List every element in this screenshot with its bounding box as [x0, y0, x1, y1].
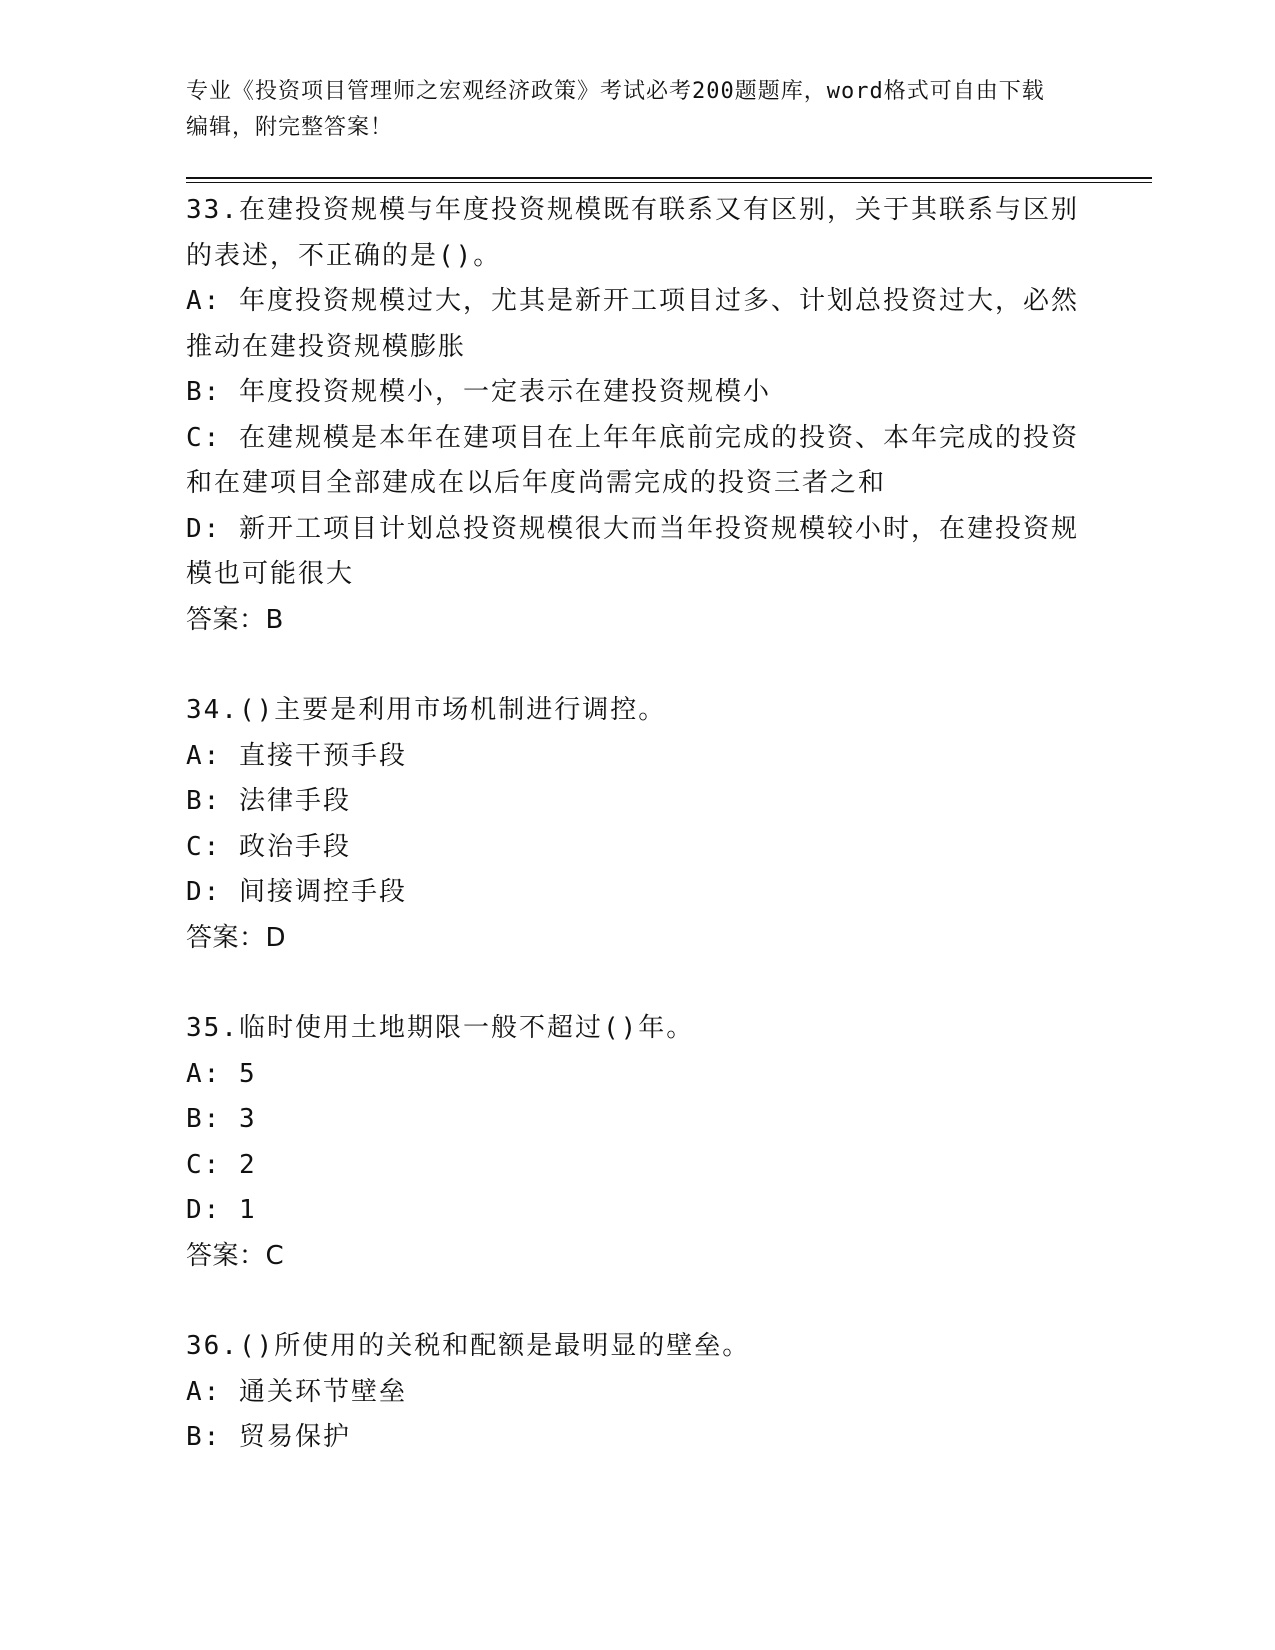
- answer: 答案：D: [186, 922, 287, 953]
- question-stem: 35.临时使用土地期限一般不超过()年。: [186, 1013, 695, 1043]
- question-stem: 34.()主要是利用市场机制进行调控。: [186, 695, 667, 725]
- document-header: 专业《投资项目管理师之宏观经济政策》考试必考200题题库，word格式可自由下载编辑，附完整答案！: [186, 79, 1045, 140]
- answer: 答案：C: [186, 1240, 285, 1271]
- question-36: [186, 1324, 1086, 1461]
- option-c: C: 政治手段: [186, 831, 351, 862]
- option-d: D: 间接调控手段: [186, 877, 407, 907]
- question-33: [186, 188, 1086, 643]
- option-d: D: 新开工项目计划总投资规模很大而当年投资规模较小时，在建投资规模也可能很大: [186, 513, 1079, 589]
- question-stem: 33.在建投资规模与年度投资规模既有联系又有区别，关于其联系与区别的表述，不正确的是()。: [186, 195, 1079, 271]
- question-list: [186, 188, 1086, 1506]
- option-b: B: 3: [186, 1104, 257, 1134]
- question-34: [186, 688, 1086, 961]
- question-stem: 36.()所使用的关税和配额是最明显的壁垒。: [186, 1331, 751, 1361]
- header-divider-thin: [186, 182, 1152, 183]
- option-a: A: 年度投资规模过大，尤其是新开工项目过多、计划总投资过大，必然推动在建投资规模膨胀: [186, 286, 1079, 362]
- option-b: B: 法律手段: [186, 786, 351, 816]
- option-a: A: 直接干预手段: [186, 740, 407, 771]
- option-d: D: 1: [186, 1195, 257, 1225]
- option-b: B: 贸易保护: [186, 1422, 351, 1452]
- option-a: A: 5: [186, 1058, 257, 1089]
- answer: 答案：B: [186, 604, 284, 635]
- option-a: A: 通关环节壁垒: [186, 1376, 407, 1407]
- option-c: C: 2: [186, 1149, 257, 1180]
- header-divider: [186, 177, 1152, 179]
- option-b: B: 年度投资规模小，一定表示在建投资规模小: [186, 377, 771, 407]
- option-c: C: 在建规模是本年在建项目在上年年底前完成的投资、本年完成的投资和在建项目全部建成在以后年度尚需完成的投资三者之和: [186, 422, 1079, 498]
- question-35: [186, 1006, 1086, 1279]
